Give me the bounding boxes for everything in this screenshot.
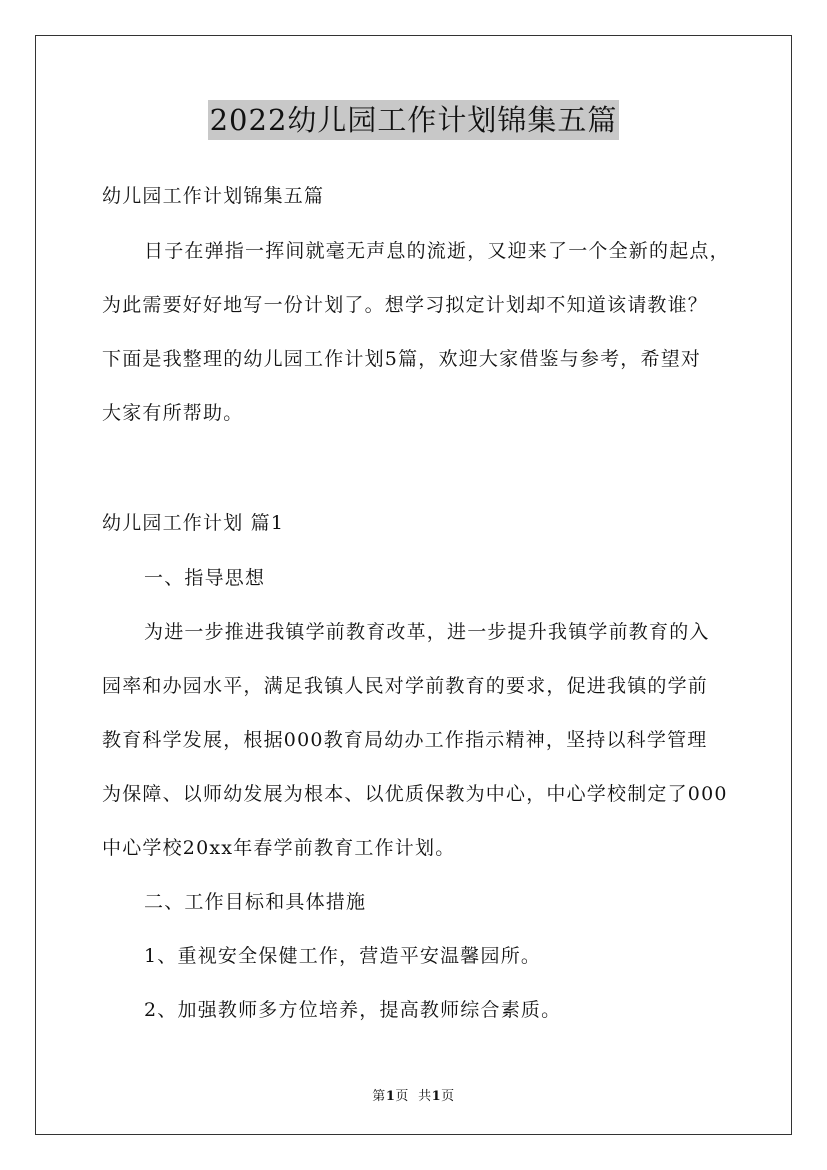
doc-line: 中心学校20xx年春学前教育工作计划。 xyxy=(102,837,456,859)
footer-prefix: 第 xyxy=(372,1089,386,1104)
doc-line: 幼儿园工作计划锦集五篇 xyxy=(102,185,325,207)
list-item: 1、重视安全保健工作，营造平安温馨园所。 xyxy=(144,945,542,967)
title-container xyxy=(0,100,827,140)
doc-line: 教育科学发展，根据000教育局幼办工作指示精神，坚持以科学管理 xyxy=(102,729,708,751)
doc-line: 为进一步推进我镇学前教育改革，进一步提升我镇学前教育的入 xyxy=(144,621,710,643)
doc-line: 为此需要好好地写一份计划了。想学习拟定计划却不知道该请教谁？ xyxy=(102,294,709,316)
footer-page-total: 1 xyxy=(431,1089,442,1104)
page-footer xyxy=(0,1085,827,1104)
doc-line: 日子在弹指一挥间就毫无声息的流逝，又迎来了一个全新的起点， xyxy=(144,240,730,262)
list-item: 2、加强教师多方位培养，提高教师综合素质。 xyxy=(144,999,562,1021)
subsection-heading: 一、指导思想 xyxy=(144,567,266,589)
document-title: 2022幼儿园工作计划锦集五篇 xyxy=(208,100,620,140)
footer-mid: 页 共 xyxy=(395,1089,432,1104)
section-heading: 幼儿园工作计划 篇1 xyxy=(102,512,285,534)
doc-line: 园率和办园水平，满足我镇人民对学前教育的要求，促进我镇的学前 xyxy=(102,675,709,697)
footer-page-number: 1 xyxy=(385,1089,396,1104)
doc-line: 下面是我整理的幼儿园工作计划5篇，欢迎大家借鉴与参考，希望对 xyxy=(102,348,702,370)
footer-suffix: 页 xyxy=(441,1089,455,1104)
subsection-heading: 二、工作目标和具体措施 xyxy=(144,891,367,913)
doc-line: 大家有所帮助。 xyxy=(102,402,244,424)
doc-line: 为保障、以师幼发展为根本、以优质保教为中心，中心学校制定了000 xyxy=(102,783,728,805)
